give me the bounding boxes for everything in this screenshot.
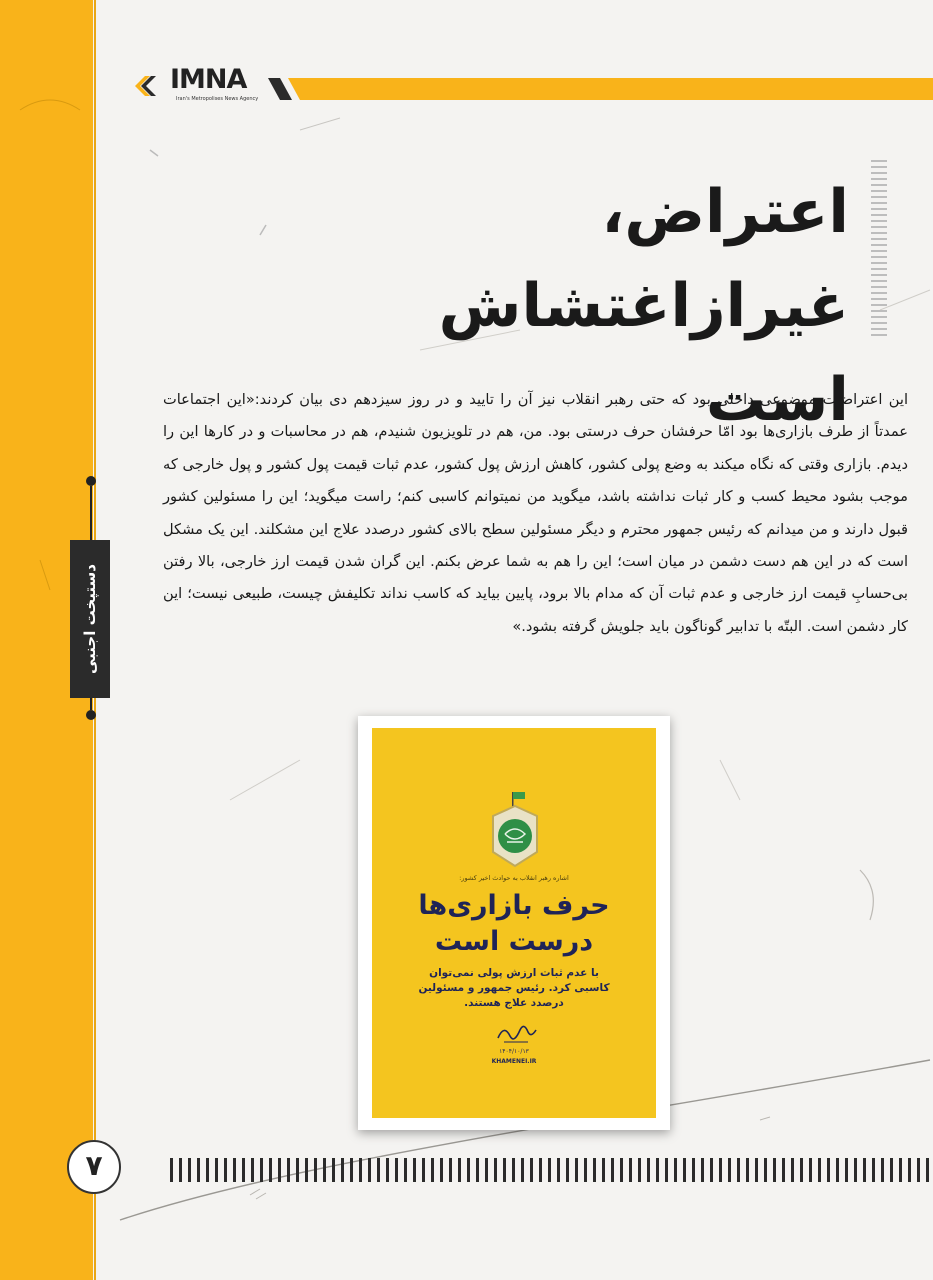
side-tab-bottom-line [90,698,92,710]
poster-sub-line-2: کاسبی کرد. رئیس جمهور و مسئولین [418,982,610,994]
poster-headline-line-1: حرف بازاری‌ها [418,890,610,921]
header-chevron-icon [133,74,157,98]
poster-signature [490,1016,542,1048]
poster-emblem-icon [487,790,543,870]
title-line-1: اعتراض، [601,177,849,247]
page-number: ۷ [67,1140,121,1194]
poster-image [372,728,656,1118]
header-accent-bar [268,78,933,100]
title-tick-marks [871,160,887,338]
poster-headline-line-2: درست است [434,926,594,957]
poster-website: KHAMENEI.IR [491,1058,537,1065]
poster-sub-line-3: درصدد علاج هستند. [464,997,564,1009]
title-line-2: غیرازاغتشاش است [438,271,849,435]
poster-kicker: اشاره رهبر انقلاب به حوادث اخیر کشور: [459,874,569,882]
section-side-label: دستپخت اجنبی [81,564,99,674]
article-body: این اعتراضات موضوعی داخلی بود که حتی رهبر انقلاب نیز آن را تایید و در روز سیزدهم دی بیان کردند:«این اجتماعات عمدتاً از طرف بازاری‌ها بود امّا حرفشان حرف درستی بود. من، هم در تلویزیون شنیدم، هم در محاسبات و در کارها این را دیدم. بازاری وقتی که نگاه میکند به وضع پولی کشور، کاهش ارزش پول کشور، عدم ثبات قیمت پول کشور و پول خارجی که موجب بشود محیط کسب و کار ثبات نداشته باشد، میگوید من نمیتوانم کاسبی کنم؛ راست میگوید؛ این را مسئولین کشور قبول دارند و من میدانم که رئیس جمهور محترم و دیگر مسئولین سطح بالای کشور درصدد علاج این مشکلند. این یک مشکل است که در این هم دست دشمن در میان است؛ این را هم به شما عرض بکنم. این گران شدن قیمت ارز خارجی، بالا رفتن بی‌حسابِ قیمت ارز خارجی و عدم ثبات آن که مدام بالا برود، پایین بیاید که کاسب نداند تکلیفش چیست، طبیعی نیست؛ این کار دشمن است. البتّه با تدابیر گوناگون باید جلویش گرفته بشود.» [163,391,908,635]
poster-subtext [412,966,616,1011]
poster-date: ۱۴۰۴/۱۰/۱۳ [499,1048,529,1055]
side-tab-top-dot [86,476,96,486]
side-tab-top-line [90,486,92,540]
footer-tick-marks [170,1158,930,1182]
poster-headline [372,888,656,960]
poster-sub-line-1: با عدم ثبات ارزش پولی نمی‌توان [429,967,599,979]
section-side-tab [70,540,110,698]
imna-logo [170,66,262,106]
logo-subtitle: Iran's Metropolises News Agency [176,96,259,102]
side-tab-bottom-dot [86,710,96,720]
poster-image-frame [358,716,670,1130]
logo-wordmark: IMNA [170,64,247,95]
